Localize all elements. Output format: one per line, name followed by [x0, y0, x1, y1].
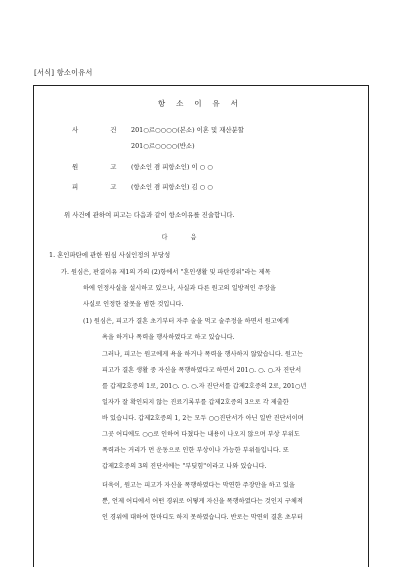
- paragraph-line: 폭력과는 거리가 먼 운동으로 인한 부상이나 가능한 부위들입니다. 또: [102, 447, 289, 454]
- item-1-line: 욕을 하거나 폭력을 행사하였다고 하고 있습니다.: [102, 334, 235, 341]
- section-heading: 1. 혼인파탄에 관한 원심 사실인정의 부당성: [49, 251, 171, 259]
- item-ga-line: 가. 원심은, 판결이유 제1의 가의 (2)항에서 "혼인생활 및 파탄경위"라는 제목: [61, 269, 271, 276]
- paragraph-line: 그러나, 피고는 원고에게 욕을 하거나 폭력을 행사하지 않았습니다. 원고는: [102, 351, 303, 358]
- defendant-label: 피 고: [72, 183, 132, 191]
- paragraph-line: 바 있습니다. 갑제2호증의 1, 2는 모두 ○○진단서가 아닌 일반 진단서이며: [102, 415, 304, 422]
- plaintiff-value: (항소인 겸 피항소인) 이 ○ ○: [131, 163, 213, 171]
- paragraph-line: 뿐, 언제 어디에서 어떤 경위로 어떻게 자신을 폭행하였다는 것인지 구체적: [102, 498, 303, 505]
- paragraph-line: 갑제2호증의 3의 진단서에는 "부딪힘"이라고 나와 있습니다.: [102, 463, 267, 470]
- page-title: 항 소 이 유 서: [157, 99, 243, 108]
- paragraph-line: 를 갑제2호증의 1로, 201○. ○. ○.자 진단서를 갑제2호증의 2로, 201○년: [102, 383, 307, 390]
- paragraph-line: 인 경위에 대하여 한마디도 하지 못하였습니다. 반로는 막연히 결혼 초부터: [102, 514, 303, 521]
- case-number-counter: 201○르○○○○(반소): [131, 142, 195, 150]
- defendant-value: (항소인 겸 피항소인) 김 ○ ○: [131, 183, 213, 191]
- case-label: 사 건: [72, 126, 132, 134]
- item-1-line: (1) 원심은, 피고가 결혼 초기부터 자주 술을 먹고 술주정을 하면서 원고에게: [83, 318, 289, 325]
- paragraph-line: 일자가 잘 확인되지 않는 진료기록부를 갑제2호증의 3으로 각 제출한: [102, 399, 289, 406]
- form-label: [서식] 항소이유서: [34, 68, 93, 77]
- case-number-main: 201○르○○○○(본소) 이혼 및 재산분할: [131, 126, 244, 134]
- paragraph-line: 그곳 어디에도 ○○로 인하여 다쳤다는 내용이 나오지 않으며 부상 부위도: [102, 431, 300, 438]
- plaintiff-label: 원 고: [72, 163, 132, 171]
- next-heading: 다 음: [161, 233, 208, 241]
- paragraph-line: 피고가 결혼 생활 중 자신을 폭행하였다고 하면서 201○. ○. ○.자 진단서: [102, 367, 302, 374]
- intro-statement: 위 사건에 관하여 피고는 다음과 같이 항소이유를 진술합니다.: [64, 211, 235, 219]
- item-ga-line: 하에 인정사실을 설시하고 있으나, 사실과 다른 원고의 일방적인 주장을: [83, 285, 276, 292]
- document-frame: [33, 85, 369, 567]
- paragraph-line: 더욱이, 원고는 피고가 자신을 폭행하였다는 막연한 주장만을 하고 있을: [102, 482, 295, 489]
- item-ga-line: 사실로 인정한 잘못을 범한 것입니다.: [83, 301, 184, 308]
